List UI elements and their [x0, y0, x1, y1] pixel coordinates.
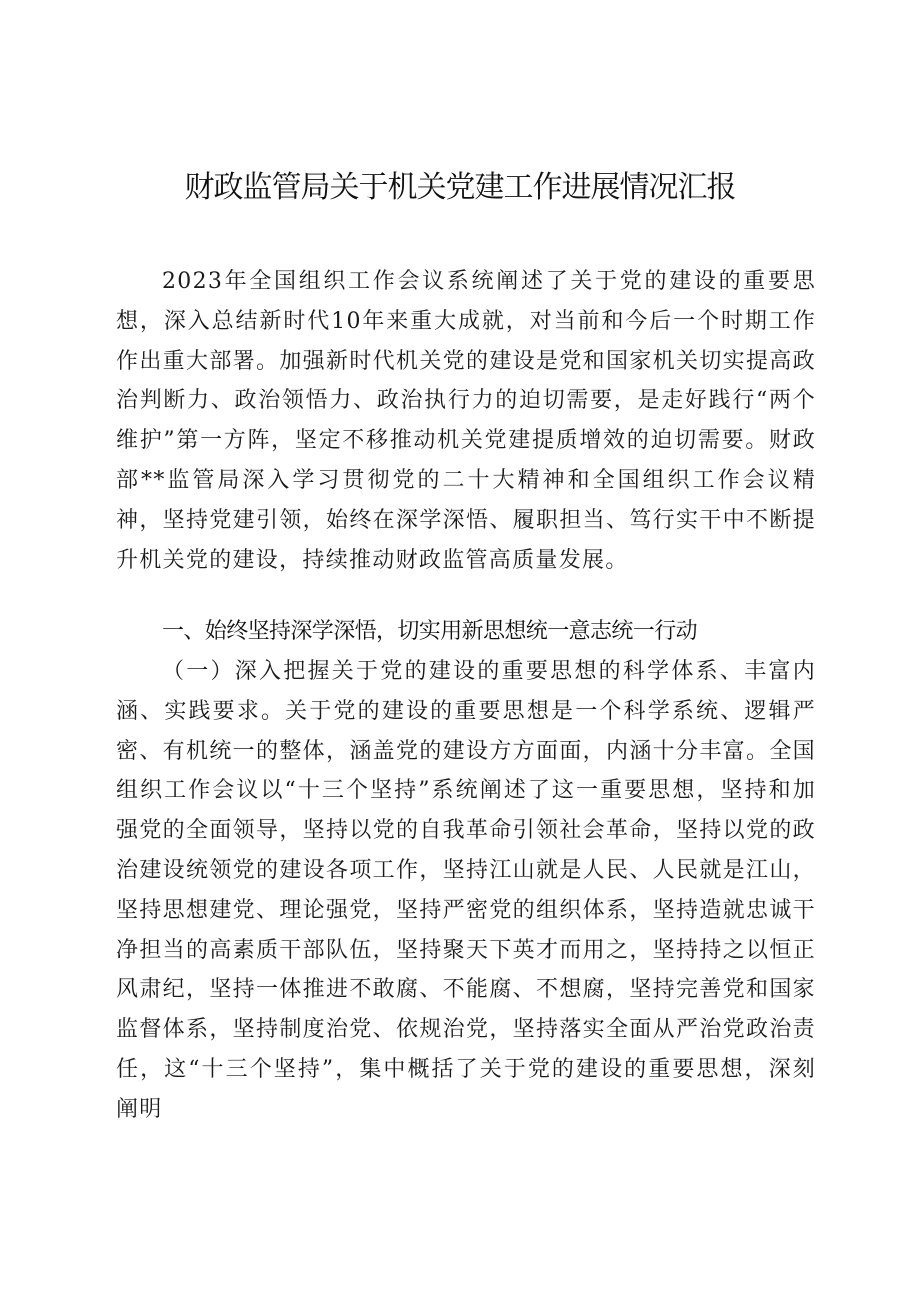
document-title: 财政监管局关于机关党建工作进展情况汇报: [184, 170, 736, 205]
section-heading-1: 一、始终坚持深学深悟，切实用新思想统一意志统一行动: [162, 619, 698, 644]
intro-paragraph: 2023年全国组织工作会议系统阐述了关于党的建设的重要思想，深入总结新时代10年来重大成就，对当前和今后一个时期工作作出重大部署。加强新时代机关党的建设是党和国家机关切实提高政治判断力、政治领悟力、政治执行力的迫切需要，是走好践行“两个维护”第一方阵，坚定不移推动机关党建提质增效的迫切需要。财政部**监管局深入学习贯彻党的二十大精神和全国组织工作会议精神，坚持党建引领，始终在深学深悟、履职担当、笃行实干中不断提升机关党的建设，持续推动财政监管高质量发展。: [116, 269, 816, 573]
section-1-paragraph: （一）深入把握关于党的建设的重要思想的科学体系、丰富内涵、实践要求。关于党的建设的重要思想是一个科学系统、逻辑严密、有机统一的整体，涵盖党的建设方方面面，内涵十分丰富。全国组织工作会议以“十三个坚持”系统阐述了这一重要思想，坚持和加强党的全面领导，坚持以党的自我革命引领社会革命，坚持以党的政治建设统领党的建设各项工作，坚持江山就是人民、人民就是江山，坚持思想建党、理论强党，坚持严密党的组织体系，坚持造就忠诚干净担当的高素质干部队伍，坚持聚天下英才而用之，坚持持之以恒正风肃纪，坚持一体推进不敢腐、不能腐、不想腐，坚持完善党和国家监督体系，坚持制度治党、依规治党，坚持落实全面从严治党政治责任，这“十三个坚持”，集中概括了关于党的建设的重要思想，深刻阐明: [116, 659, 816, 1122]
